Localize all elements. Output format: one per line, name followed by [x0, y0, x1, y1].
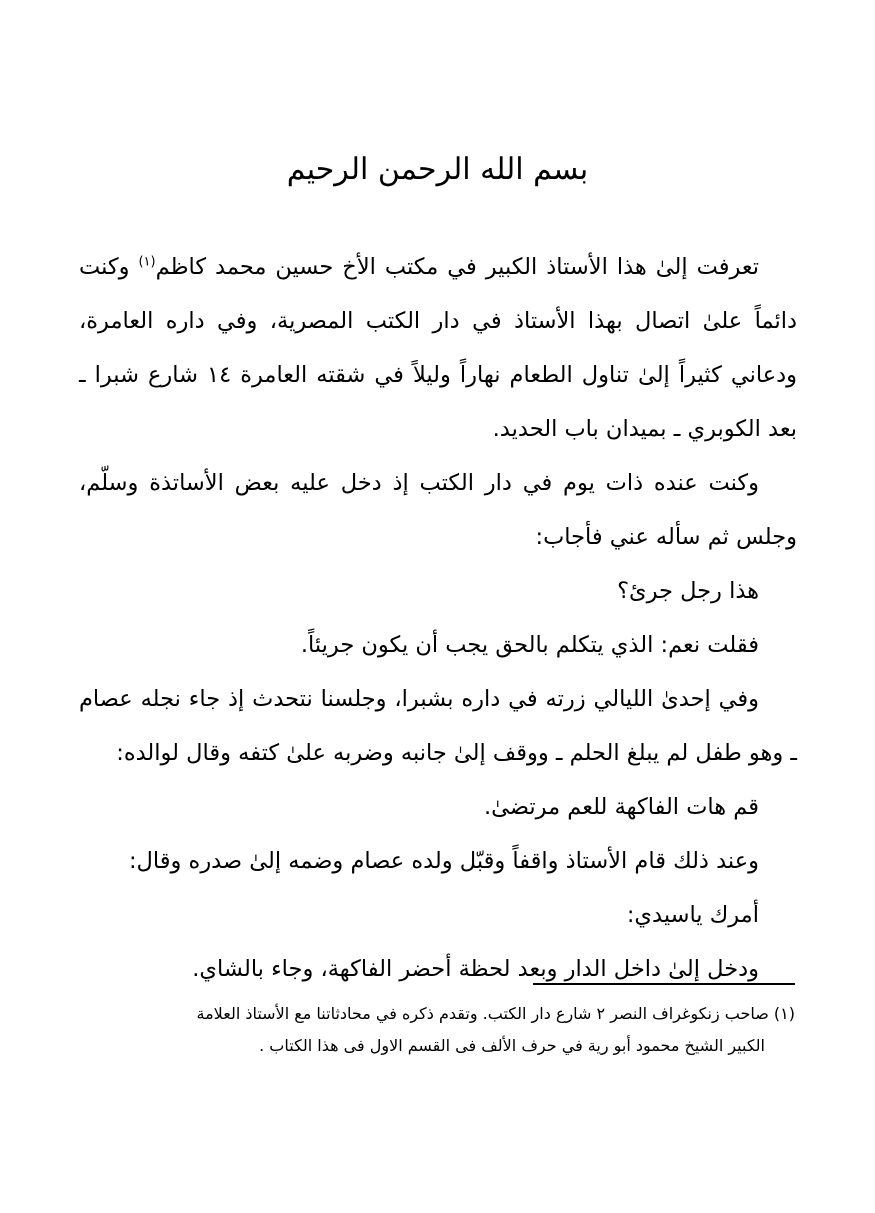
paragraph-dar-al-kutub: وكنت عنده ذات يوم في دار الكتب إذ دخل عليه بعض الأساتذة وسلّم، وجلس ثم سأله عني فأجاب: — [79, 470, 797, 550]
paragraph-1-text: تعرفت إلىٰ هذا الأستاذ الكبير في مكتب الأخ حسين محمد كاظم — [155, 254, 759, 280]
quote-question: هذا رجل جرئ؟ — [617, 578, 759, 604]
footnote-line-1: (١) صاحب زنكوغراف النصر ٢ شارع دار الكتب. وتقدم ذكره في محادثاتنا مع الأستاذ العلامة — [196, 1004, 795, 1023]
paragraph-1-continuation: وكنت دائماً علىٰ اتصال بهذا الأستاذ في دار الكتب المصرية، وفي داره العامرة، ودعاني كثيراً إلىٰ تناول الطعام نهاراً وليلاً في شقته العامرة ١٤ شارع شبرا ـ بعد الكوبري ـ بميدان باب الحديد. — [79, 254, 797, 442]
quote-child: قم هات الفاكهة للعم مرتضىٰ. — [483, 794, 759, 820]
footnote-line-2: الكبير الشيخ محمود أبو رية في حرف الألف فى القسم الاول فى هذا الكتاب . — [259, 1036, 765, 1055]
footnote — [75, 998, 795, 1062]
basmala-heading: بسم الله الرحمن الرحيم — [286, 152, 589, 187]
paragraph-kiss: وعند ذلك قام الأستاذ واقفاً وقبّل ولده عصام وضمه إلىٰ صدره وقال: — [128, 848, 759, 874]
quote-reply: أمرك ياسيدي: — [626, 902, 759, 928]
paragraph-fruit: ودخل إلىٰ داخل الدار وبعد لحظة أحضر الفاكهة، وجاء بالشاي. — [192, 956, 759, 982]
footnote-reference: (١) — [138, 254, 156, 270]
paragraph-visit: وفي إحدىٰ الليالي زرته في داره بشبرا، وجلسنا نتحدث إذ جاء نجله عصام ـ وهو طفل لم يبلغ الحلم ـ ووقف إلىٰ جانبه وضربه علىٰ كتفه وقال لوالده: — [79, 686, 797, 766]
footnote-divider — [533, 983, 795, 985]
paragraph-introduction — [79, 240, 797, 456]
quote-answer: فقلت نعم: الذي يتكلم بالحق يجب أن يكون جريئاً. — [300, 632, 759, 658]
main-text — [79, 240, 797, 996]
